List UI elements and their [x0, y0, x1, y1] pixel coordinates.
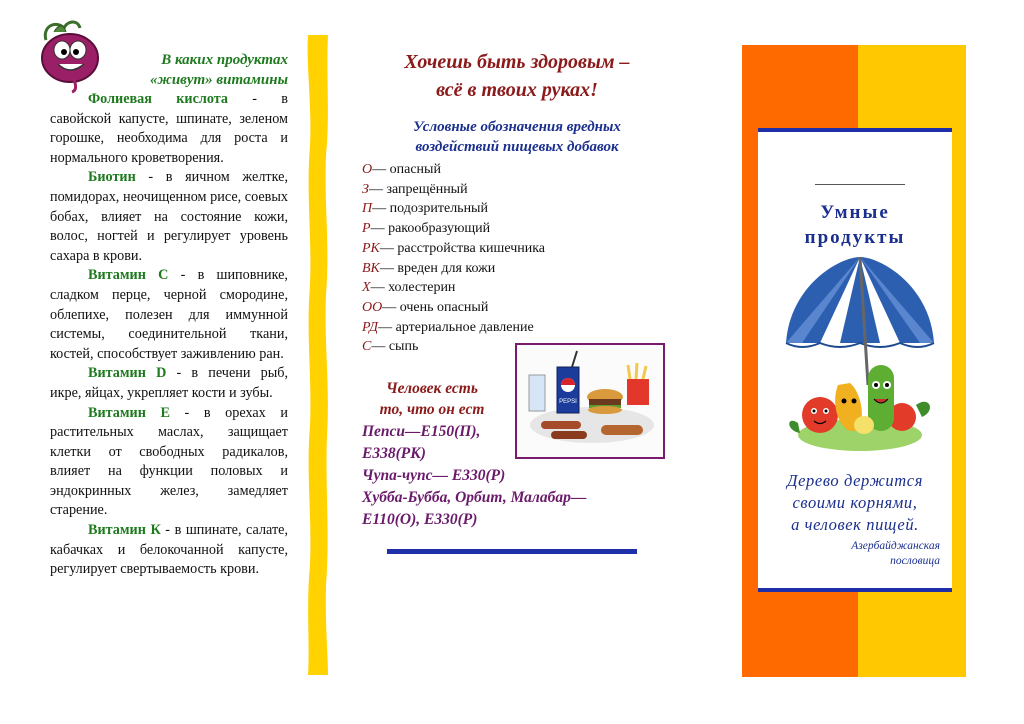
vitamin-paragraph [50, 168, 288, 266]
legend-description: холестерин [388, 280, 456, 296]
vitamin-description: - в шиповнике, сладком перце, черной смородине, облепихе, полезен для иммунной системы, соединительной ткани, костей, способствует заживлению ран. [50, 267, 288, 362]
legend-description: подозрительный [389, 201, 488, 217]
vitamins-heading [112, 50, 288, 90]
legend-code: О [362, 162, 373, 177]
legend-dash: — [372, 162, 390, 177]
brochure-title [770, 200, 940, 250]
legend-description: очень опасный [399, 299, 489, 315]
proverb-line2: своими корнями, [792, 493, 918, 512]
legend-description: сыпь [388, 339, 419, 355]
vitamin-name: Витамин D [88, 365, 167, 382]
vitamin-paragraph [50, 364, 288, 403]
umbrella-vegetables-illustration [780, 255, 940, 455]
vitamin-paragraph [50, 266, 288, 364]
legend-row [362, 318, 662, 338]
legend-heading-line2: воздействий пищевых добавок [415, 139, 619, 155]
proverb-source [810, 539, 940, 569]
legend-dash: — [372, 201, 390, 217]
legend-code: ОО [362, 299, 383, 315]
vitamin-description: - в шпинате, салате, кабачках и белокочанной капусте, регулирует свертываемость крови. [50, 522, 288, 578]
legend-heading [352, 117, 682, 157]
legend-row [362, 180, 662, 200]
vitamin-paragraph [50, 521, 288, 580]
brochure-title-line2: продукты [804, 227, 906, 248]
proverb-heading-line1: Человек есть [386, 380, 478, 397]
additive-example-line: Хубба-Бубба, Орбит, Малабар— [362, 489, 587, 506]
legend-dash: — [368, 181, 387, 197]
yellow-wavy-strip [306, 35, 330, 675]
legend-row [362, 239, 662, 259]
legend-code: РК [362, 240, 380, 256]
legend-dash: — [379, 240, 398, 256]
divider [387, 549, 637, 554]
vitamin-description: - в савойской капусте, шпинате, зеленом горошке, необходима для роста и нормального кроветворения. [50, 91, 288, 166]
additive-example-line: Чупа-чупс— Е330(Р) [362, 467, 506, 484]
legend-heading-line1: Условные обозначения вредных [413, 119, 621, 135]
vitamin-name: Витамин К [88, 522, 161, 539]
vitamin-name: Витамин Е [88, 404, 170, 421]
legend-row [362, 160, 662, 180]
brochure-title-line1: Умные [820, 202, 890, 223]
additive-example-line: Е338(РК) [362, 445, 426, 462]
vitamin-description: - в яичном желтке, помидорах, неочищенном рисе, соевых бобах, влияет на состояние кожи, волос, ногтей и регулирует уровень сахара в крови. [50, 169, 288, 264]
beet-mascot-icon [34, 18, 104, 94]
proverb-source-line2: пословица [890, 555, 940, 567]
legend-code: С [362, 339, 372, 355]
headline-line2: всё в твоих руках! [436, 79, 598, 101]
legend-dash: — [378, 319, 396, 335]
vitamins-heading-line1: В каких продуктах [161, 52, 288, 68]
legend-code: Х [362, 280, 371, 296]
vitamin-paragraph [50, 90, 288, 168]
vitamin-name: Витамин С [88, 267, 169, 284]
legend-dash: — [382, 299, 400, 315]
headline-line1: Хочешь быть здоровым – [404, 51, 630, 73]
proverb-line1: Дерево держится [787, 471, 923, 490]
title-rule [815, 184, 905, 185]
additive-example-line: Е110(О), Е330(Р) [362, 511, 478, 528]
legend-row [362, 298, 662, 318]
vitamins-heading-line2: «живут» витамины [150, 72, 288, 88]
main-headline [352, 48, 682, 104]
vitamin-name: Биотин [88, 169, 136, 186]
pepsi-label: PEPSI [559, 399, 577, 405]
legend-description: расстройства кишечника [397, 240, 546, 256]
vitamin-list [50, 90, 288, 580]
vitamin-name: Фолиевая кислота [88, 91, 228, 107]
proverb-heading [352, 378, 512, 420]
legend-dash: — [379, 260, 398, 276]
additive-example-line: Пепси—Е150(П), [362, 423, 481, 440]
additive-legend [362, 160, 662, 357]
vitamin-paragraph [50, 404, 288, 522]
legend-dash: — [371, 339, 389, 355]
proverb-line3: а человек пищей. [791, 515, 919, 534]
legend-code: П [362, 201, 373, 217]
legend-description: вреден для кожи [397, 260, 496, 276]
proverb-source-line1: Азербайджанская [851, 540, 940, 552]
legend-row [362, 278, 662, 298]
legend-description: запрещённый [386, 181, 468, 197]
legend-description: артериальное давление [395, 319, 534, 335]
legend-code: ВК [362, 260, 380, 276]
additive-examples [362, 421, 662, 531]
legend-row [362, 219, 662, 239]
legend-code: РД [362, 319, 379, 335]
legend-description: ракообразующий [388, 221, 491, 237]
legend-description: опасный [389, 162, 441, 177]
proverb-quote [762, 470, 948, 536]
vitamin-description: - в орехах и растительных маслах, защищает клетки от свободных радикалов, влияет на функции половых и эндокринных желез, замедляет старение. [50, 404, 288, 519]
proverb-heading-line2: то, что он ест [379, 401, 485, 418]
legend-row [362, 199, 662, 219]
legend-code: З [362, 181, 369, 197]
legend-code: Р [362, 221, 371, 237]
legend-row [362, 259, 662, 279]
legend-dash: — [370, 221, 389, 237]
vitamin-description: - в печени рыб, икре, яйцах, укрепляет кости и зубы. [50, 365, 288, 401]
legend-dash: — [370, 280, 389, 296]
